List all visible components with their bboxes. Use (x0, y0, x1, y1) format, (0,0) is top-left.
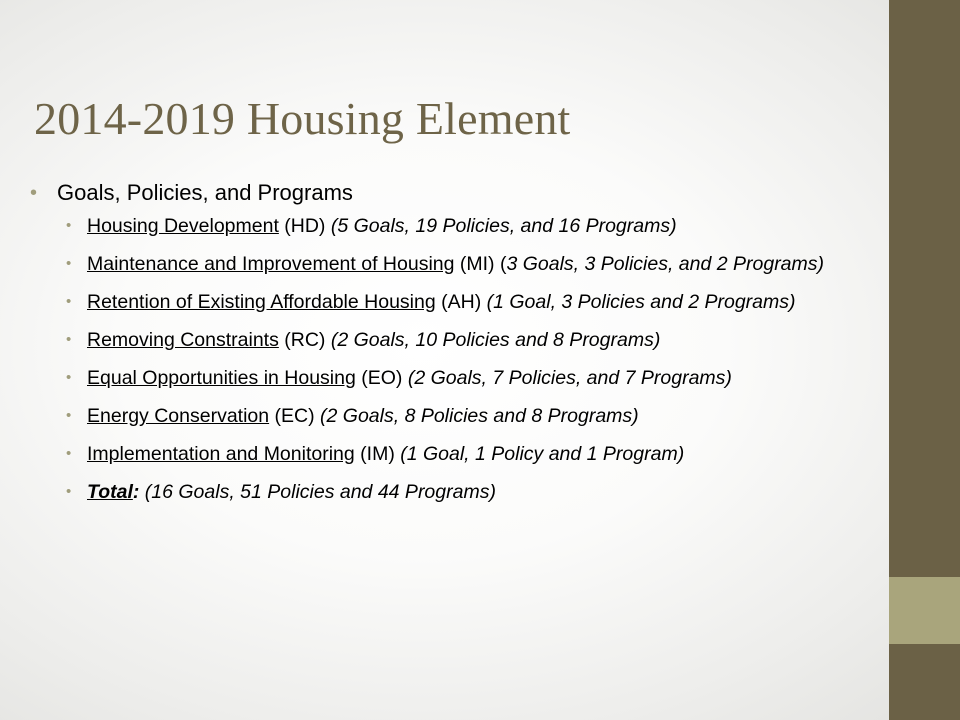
list-item (30, 214, 887, 238)
item-name: Equal Opportunities in Housing (87, 367, 356, 389)
list-item (30, 328, 887, 352)
bullet-icon: • (66, 445, 72, 462)
item-name: Housing Development (87, 215, 279, 237)
right-decorative-accent (889, 577, 960, 644)
list-item (30, 442, 887, 466)
item-name: Maintenance and Improvement of Housing (87, 253, 455, 275)
item-detail: (2 Goals, 7 Policies, and 7 Programs) (407, 367, 732, 389)
item-code: (IM) (354, 443, 401, 465)
item-detail: (1 Goal, 3 Policies and 2 Programs) (486, 291, 796, 313)
item-detail: (1 Goal, 1 Policy and 1 Program) (400, 443, 685, 465)
item-name: Retention of Existing Affordable Housing (87, 291, 436, 313)
item-code: (MI) ( (454, 253, 507, 275)
item-code: (EC) (269, 405, 321, 427)
bullet-icon: • (66, 369, 72, 386)
bullet-icon: • (66, 483, 72, 500)
total-label: Total (87, 481, 133, 503)
list-item (30, 366, 887, 390)
bullet-icon: • (30, 182, 38, 204)
slide-title: 2014-2019 Housing Element (34, 93, 571, 144)
item-detail: (2 Goals, 8 Policies and 8 Programs) (320, 405, 639, 427)
item-code: (RC) (278, 329, 331, 351)
bullet-icon: • (66, 331, 72, 348)
item-detail: (2 Goals, 10 Policies and 8 Programs) (330, 329, 661, 351)
list-item (30, 252, 887, 276)
bullet-icon: • (66, 217, 72, 234)
total-detail: (16 Goals, 51 Policies and 44 Programs) (139, 481, 496, 503)
slide-content (30, 178, 890, 518)
item-code: (AH) (435, 291, 487, 313)
list-item (30, 404, 887, 428)
total-item (30, 480, 887, 504)
bullet-icon: • (66, 293, 72, 310)
item-name: Energy Conservation (87, 405, 270, 427)
bullet-icon: • (66, 407, 72, 424)
item-detail: (5 Goals, 19 Policies, and 16 Programs) (330, 215, 677, 237)
main-bullet (30, 178, 890, 208)
item-detail: 3 Goals, 3 Policies, and 2 Programs) (506, 253, 825, 275)
item-name: Removing Constraints (87, 329, 279, 351)
list-item (30, 290, 887, 314)
item-name: Implementation and Monitoring (87, 443, 355, 465)
main-bullet-text: Goals, Policies, and Programs (57, 180, 353, 205)
bullet-icon: • (66, 255, 72, 272)
item-code: (HD) (278, 215, 331, 237)
item-code: (EO) (355, 367, 408, 389)
total-colon: : (132, 481, 140, 503)
